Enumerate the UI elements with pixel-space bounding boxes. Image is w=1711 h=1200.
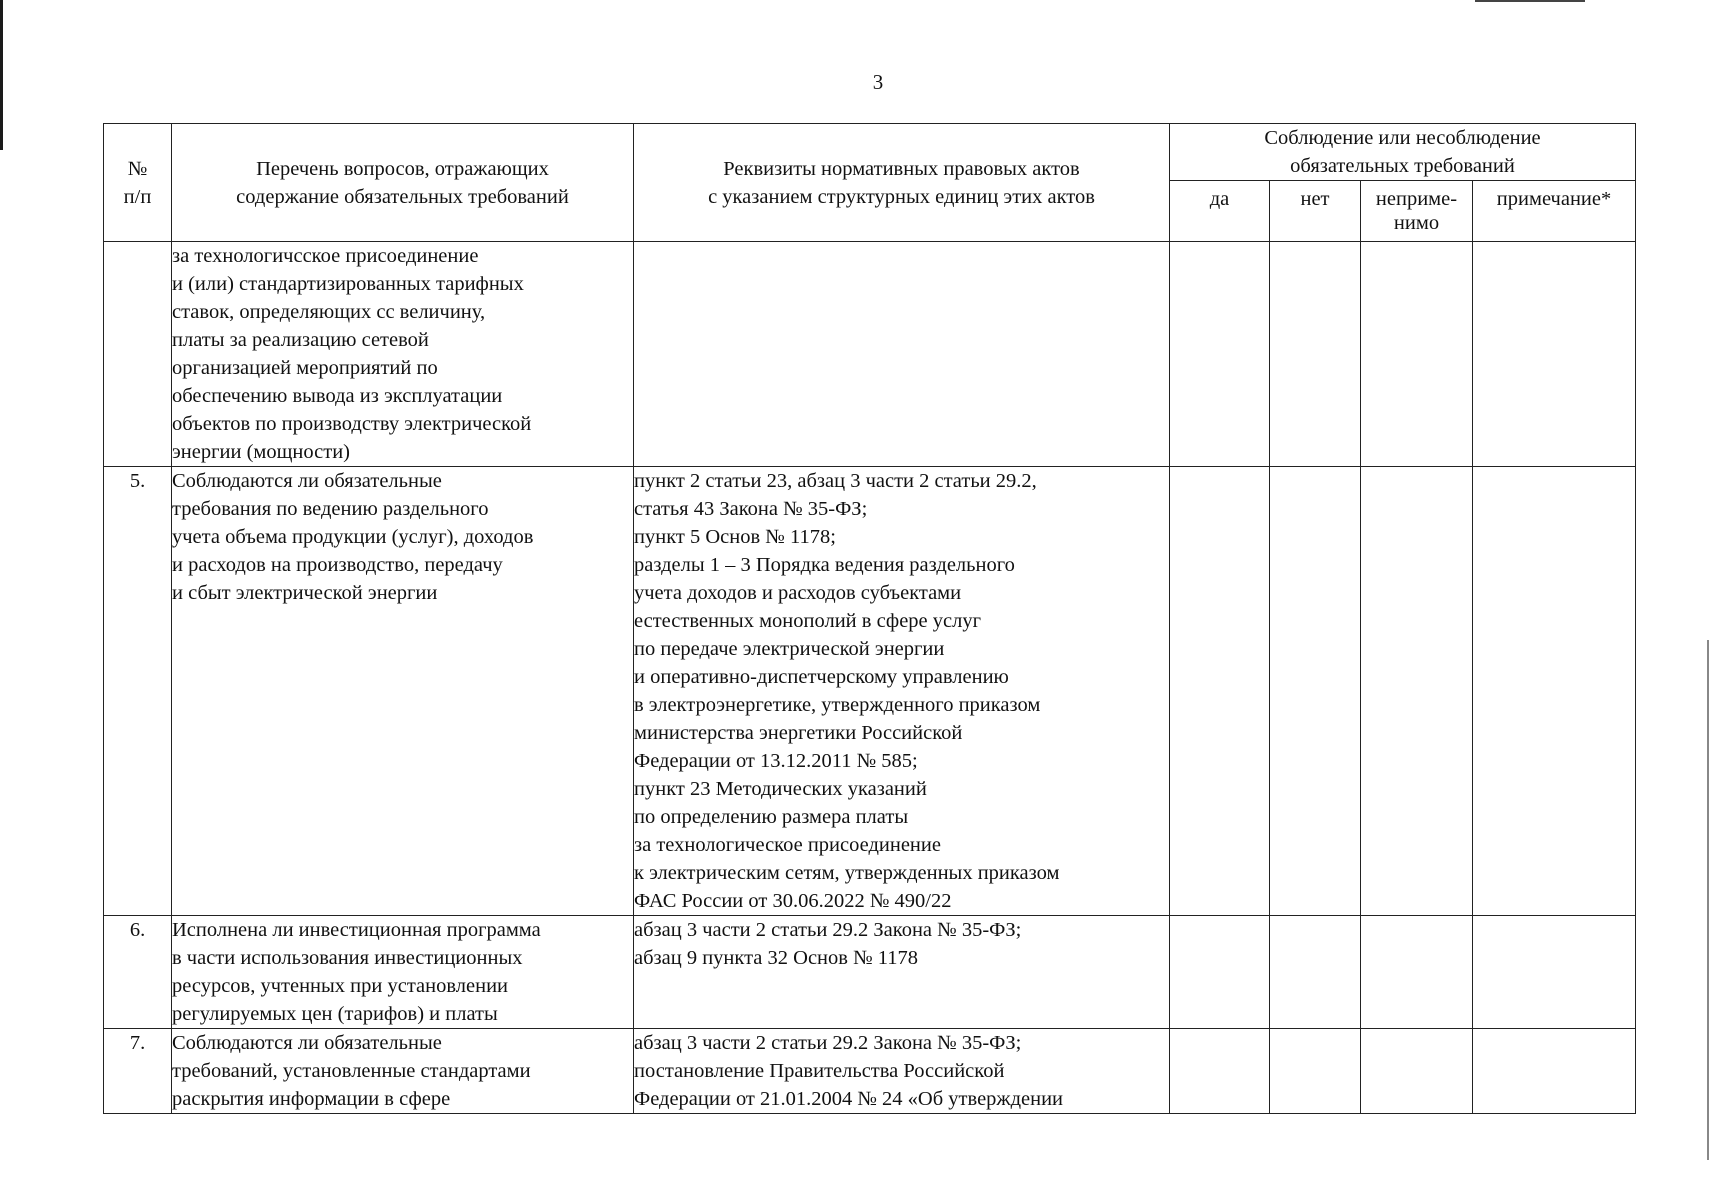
cell-no (1270, 916, 1361, 1029)
cell-no (1270, 1029, 1361, 1114)
header-questions: Перечень вопросов, отражающих содержание обязательных требований (172, 124, 634, 242)
row-number: 6. (104, 916, 172, 1029)
cell-yes (1170, 242, 1270, 467)
scan-border-top (1475, 0, 1585, 2)
cell-note (1473, 916, 1636, 1029)
header-not-applicable: неприме- нимо (1361, 181, 1473, 242)
header-row-top (104, 124, 1636, 181)
cell-note (1473, 467, 1636, 916)
table-row (104, 1029, 1636, 1114)
cell-yes (1170, 916, 1270, 1029)
row-acts (634, 242, 1170, 467)
header-yes: да (1170, 181, 1270, 242)
cell-not-applicable (1361, 242, 1473, 467)
row-number: 5. (104, 467, 172, 916)
header-note: примечание* (1473, 181, 1636, 242)
requirements-table (103, 123, 1636, 1114)
scan-border-right (1707, 640, 1709, 1160)
header-number: № п/п (104, 124, 172, 242)
scan-border-left (0, 0, 3, 150)
cell-yes (1170, 467, 1270, 916)
row-acts: абзац 3 части 2 статьи 29.2 Закона № 35-ФЗ; абзац 9 пункта 32 Основ № 1178 (634, 916, 1170, 1029)
cell-not-applicable (1361, 467, 1473, 916)
cell-yes (1170, 1029, 1270, 1114)
table-row (104, 916, 1636, 1029)
row-number (104, 242, 172, 467)
row-question: Исполнена ли инвестиционная программа в части использования инвестиционных ресурсов, учтенных при установлении регулируемых цен (тарифов) и платы (172, 916, 634, 1029)
cell-no (1270, 242, 1361, 467)
cell-not-applicable (1361, 916, 1473, 1029)
row-question: Соблюдаются ли обязательные требования по ведению раздельного учета объема продукции (услуг), доходов и расходов на производство, передачу и сбыт электрической энергии (172, 467, 634, 916)
table-row (104, 467, 1636, 916)
header-acts: Реквизиты нормативных правовых актов с указанием структурных единиц этих актов (634, 124, 1170, 242)
table-row (104, 242, 1636, 467)
cell-no (1270, 467, 1361, 916)
header-compliance: Соблюдение или несоблюдение обязательных требований (1170, 124, 1636, 181)
cell-note (1473, 242, 1636, 467)
row-question: Соблюдаются ли обязательные требований, установленные стандартами раскрытия информации в сфере (172, 1029, 634, 1114)
header-no: нет (1270, 181, 1361, 242)
row-number: 7. (104, 1029, 172, 1114)
row-acts: абзац 3 части 2 статьи 29.2 Закона № 35-ФЗ; постановление Правительства Российской Федерации от 21.01.2004 № 24 «Об утверждении (634, 1029, 1170, 1114)
row-acts: пункт 2 статьи 23, абзац 3 части 2 статьи 29.2, статья 43 Закона № 35-ФЗ; пункт 5 Основ № 1178; разделы 1 – 3 Порядка ведения раздельного учета доходов и расходов субъектами естественных монополий в сфере услуг по передаче электрической энергии и оперативно-диспетчерскому управлению в электроэнергетике, утвержденного приказом министерства энергетики Российской Федерации от 13.12.2011 № 585; пункт 23 Методических указаний по определению размера платы за технологическое присоединение к электрическим сетям, утвержденных приказом ФАС России от 30.06.2022 № 490/22 (634, 467, 1170, 916)
row-question: за технологичсское присоединение и (или) стандартизированных тарифных ставок, определяющих сс величину, платы за реализацию сетевой организацией мероприятий по обеспечению вывода из эксплуатации объектов по производству электрической энергии (мощности) (172, 242, 634, 467)
cell-note (1473, 1029, 1636, 1114)
page-number: 3 (872, 70, 884, 94)
cell-not-applicable (1361, 1029, 1473, 1114)
